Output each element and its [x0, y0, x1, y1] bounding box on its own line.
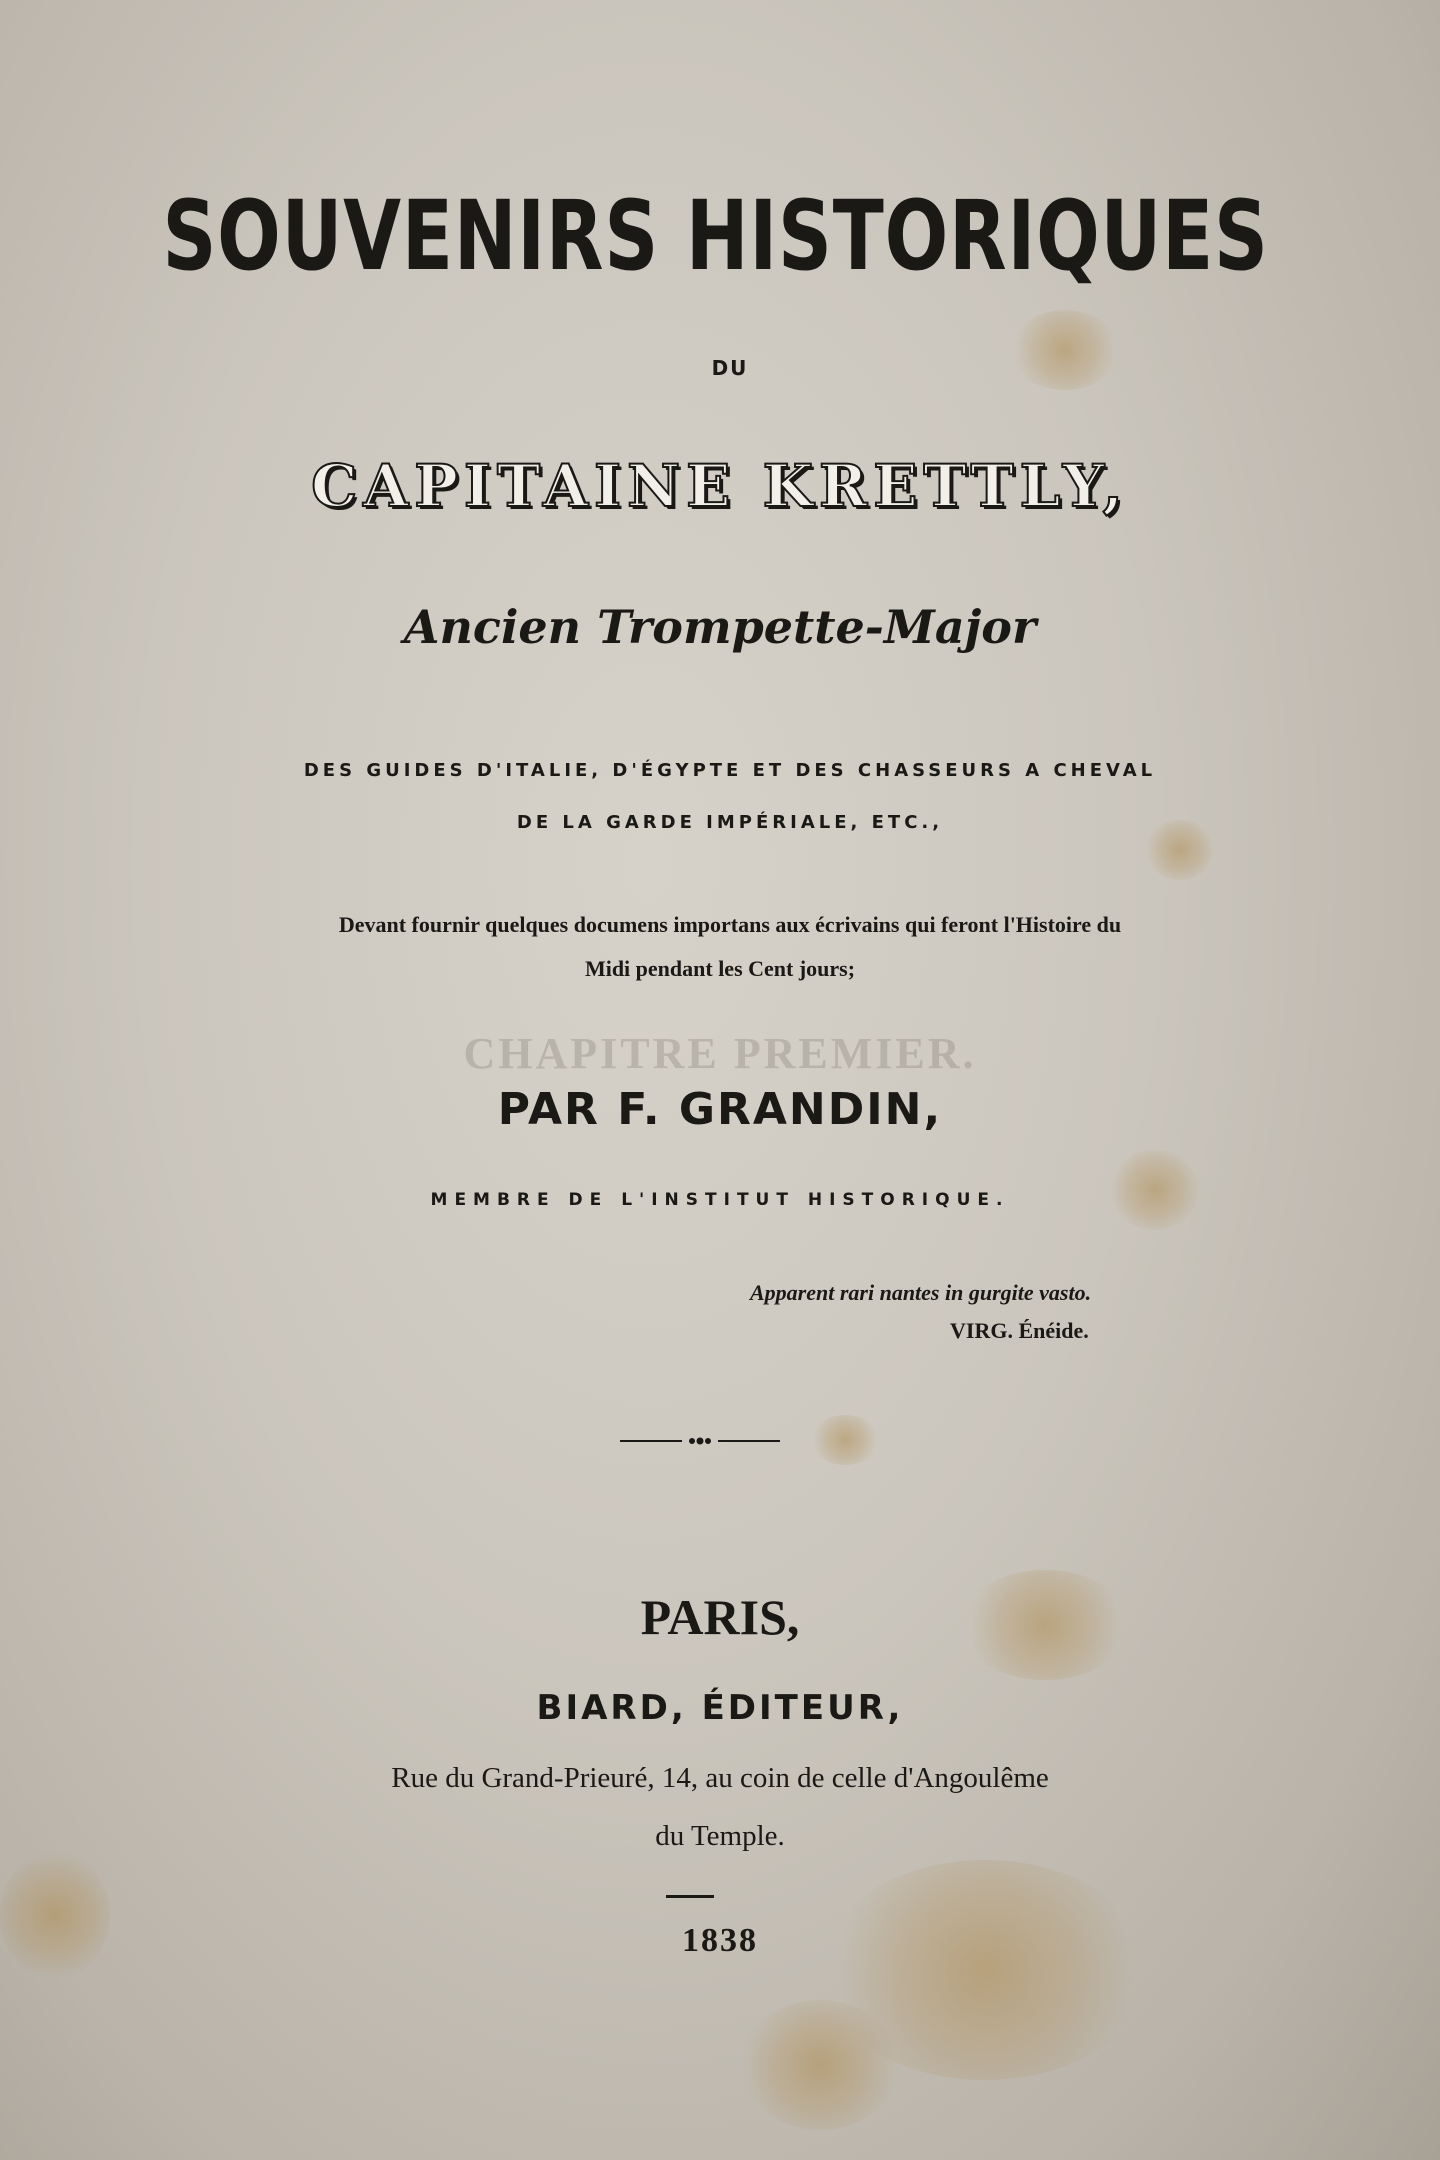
foxing-stain — [0, 1850, 110, 1980]
epigraph-source: VIRG. Énéide. — [950, 1318, 1089, 1343]
subject-rank: Ancien Trompette-Major — [403, 600, 1037, 654]
units-line-1: DES GUIDES D'ITALIE, D'ÉGYPTE ET DES CHASSEURS A CHEVAL — [303, 760, 1157, 781]
ornament-divider — [620, 1435, 780, 1447]
author-affiliation: MEMBRE DE L'INSTITUT HISTORIQUE. — [430, 1190, 1010, 1210]
foxing-stain — [810, 1415, 880, 1465]
imprint-year: 1838 — [682, 1922, 758, 1959]
book-title: SOUVENIRS HISTORIQUES — [162, 180, 1269, 292]
imprint-publisher: BIARD, ÉDITEUR, — [536, 1688, 904, 1728]
title-connector: DU — [711, 356, 749, 380]
epigraph: Apparent rari nantes in gurgite vasto. — [750, 1280, 1092, 1305]
author-line: PAR F. GRANDIN, — [497, 1084, 943, 1135]
bleed-through-text: CHAPITRE PREMIER. — [463, 1029, 977, 1078]
subject-name: CAPITAINE KRETTLY, — [311, 452, 1129, 520]
purpose-line-1: Devant fournir quelques documens importans aux écrivains qui feront l'Histoire du — [338, 912, 1122, 937]
foxing-stain — [740, 2000, 900, 2130]
imprint-city: PARIS, — [640, 1589, 800, 1645]
imprint-address-line-2: du Temple. — [655, 1820, 785, 1852]
imprint-address-line-1: Rue du Grand-Prieuré, 14, au coin de celle d'Angoulême — [391, 1762, 1049, 1794]
units-line-2: DE LA GARDE IMPÉRIALE, ETC., — [516, 812, 944, 833]
short-rule — [666, 1895, 714, 1898]
purpose-line-2: Midi pendant les Cent jours; — [584, 956, 856, 981]
